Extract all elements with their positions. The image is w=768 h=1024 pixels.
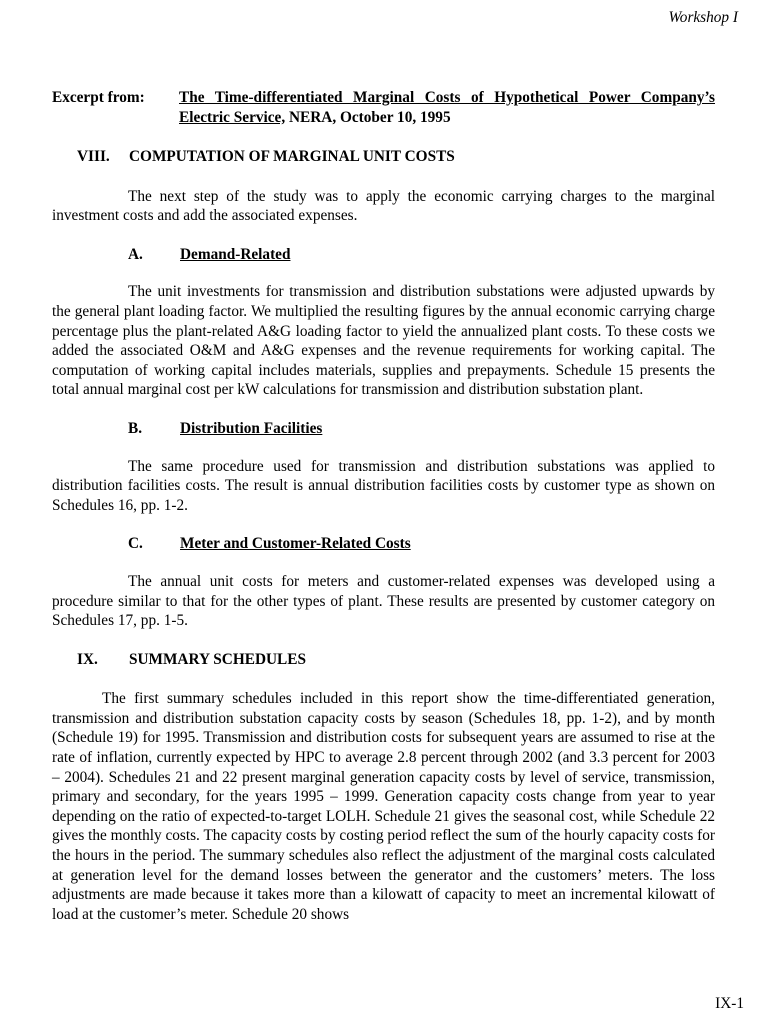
subsection-paragraph-c: The annual unit costs for meters and customer-related expenses was developed using a procedure similar to that for the other types of plant. These results are presented by customer category on Schedules 17, pp. 1-5. (52, 572, 715, 630)
excerpt-title: The Time-differentiated Marginal Costs of Hypothetical Power Company’s Electric Service, (179, 89, 715, 126)
subsection-paragraph-a: The unit investments for transmission and distribution substations were adjusted upwards by the general plant loading factor. We multiplied the resulting figures by the annual economic carrying charge percentage plus the plant-related A&G loading factor to yield the annualized plant costs. To these costs we added the associated O&M and A&G expenses and the revenue requirements for working capital. The computation of working capital includes materials, supplies and prepayments. Schedule 15 presents the total annual marginal cost per kW calculations for transmission and distribution substation plant. (52, 283, 715, 399)
section-heading-viii (52, 147, 715, 167)
section-number: VIII. (77, 148, 110, 165)
section-title: SUMMARY SCHEDULES (129, 650, 306, 668)
subsection-heading-c (52, 534, 715, 554)
subsection-title: Distribution Facilities (180, 419, 323, 437)
excerpt-label: Excerpt from: (52, 89, 145, 106)
document-body (52, 147, 715, 943)
section-heading-ix (52, 650, 715, 670)
section-intro-paragraph: The first summary schedules included in this report show the time-differentiated generation, transmission and distribution substation capacity costs by season (Schedules 18, pp. 1-2), and by month (Schedule 19) for 1995. Transmission and distribution costs for subsequent years are assumed to rise at the rate of inflation, currently expected by HPC to average 2.8 percent through 2002 (and 3.3 percent for 2003 – 2004). Schedules 21 and 22 present marginal generation capacity costs by level of service, transmission, primary and secondary, for the years 1995 – 1999. Generation capacity costs change from year to year depending on the ratio of expected-to-target LOLH. Schedule 21 gives the seasonal cost, while Schedule 22 gives the monthly costs. The capacity costs by costing period reflect the sum of the hourly capacity costs for the hours in the period. The summary schedules also reflect the adjustment of the marginal costs calculated at generation level for the demand losses between the generator and the customers’ meters. The loss adjustments are made because it takes more than a kilowatt of capacity to meet an incremental kilowatt of load at the customer’s meter. Schedule 20 shows (52, 690, 715, 923)
excerpt-source: NERA, October 10, 1995 (285, 108, 451, 126)
subsection-paragraph-b: The same procedure used for transmission and distribution substations was applied to distribution facilities costs. The result is annual distribution facilities costs by customer type as shown on Schedules 16, pp. 1-2. (52, 457, 715, 514)
subsection-letter: A. (128, 245, 143, 263)
document-page (52, 0, 715, 1024)
section-number: IX. (77, 650, 98, 668)
running-head: Workshop I (668, 9, 738, 26)
subsection-heading-b (52, 419, 715, 439)
subsection-title: Demand-Related (180, 245, 291, 263)
section-intro-paragraph: The next step of the study was to apply the economic carrying charges to the marginal investment costs and add the associated expenses. (52, 187, 715, 225)
subsection-letter: C. (128, 535, 143, 553)
section-title: COMPUTATION OF MARGINAL UNIT COSTS (129, 148, 455, 165)
subsection-title: Meter and Customer-Related Costs (180, 535, 411, 553)
page-number: IX-1 (715, 995, 744, 1012)
excerpt-reference (179, 88, 715, 127)
subsection-letter: B. (128, 419, 143, 437)
excerpt-citation (52, 88, 715, 127)
subsection-heading-a (52, 245, 715, 265)
